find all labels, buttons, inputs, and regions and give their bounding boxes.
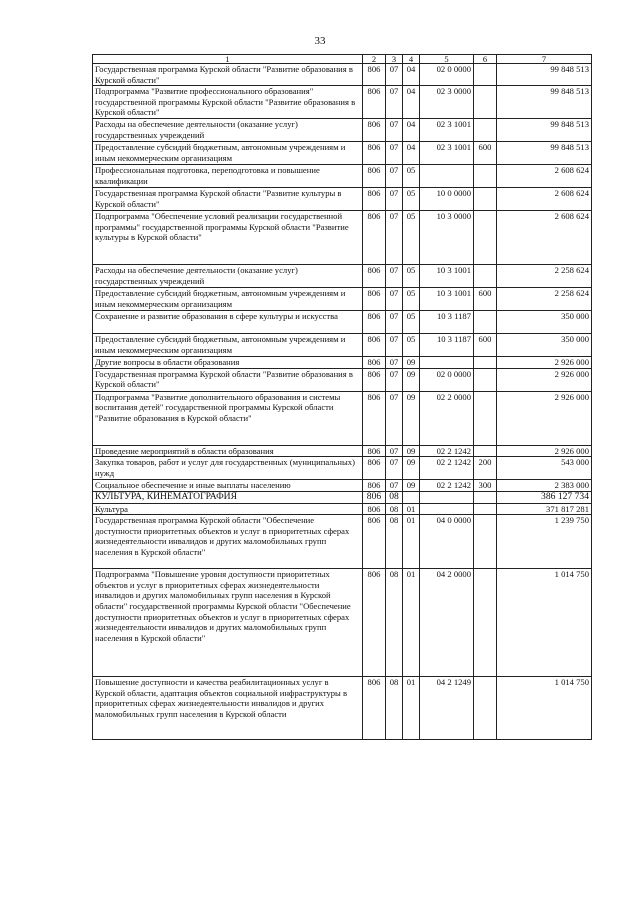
subsection-code: 09 <box>403 368 420 391</box>
admin-code: 806 <box>363 457 386 480</box>
column-header: 4 <box>403 55 420 64</box>
page-number: 33 <box>314 35 326 47</box>
subsection-code: 04 <box>403 64 420 86</box>
section-code: 07 <box>386 265 403 288</box>
admin-code: 806 <box>363 86 386 119</box>
table-row <box>93 142 592 165</box>
amount: 2 926 000 <box>497 368 592 391</box>
admin-code: 806 <box>363 265 386 288</box>
target-article-code: 02 0 0000 <box>420 64 474 86</box>
table-row <box>93 368 592 391</box>
subsection-code: 09 <box>403 480 420 492</box>
expense-type-code <box>474 86 497 119</box>
row-name: Государственная программа Курской области "Обеспечение доступности приоритетных объектов и услуг в приоритетных сферах жизнедеятельности инвалидов и других маломобильных групп населения в Курской области" <box>93 515 363 569</box>
target-article-code: 02 2 0000 <box>420 391 474 445</box>
row-name: Закупка товаров, работ и услуг для государственных (муниципальных) нужд <box>93 457 363 480</box>
row-name: Подпрограмма "Обеспечение условий реализации государственной программы" государственной программы Курской области "Развитие культуры в Курской области" <box>93 211 363 265</box>
amount: 543 000 <box>497 457 592 480</box>
subsection-code: 05 <box>403 211 420 265</box>
expense-type-code <box>474 368 497 391</box>
target-article-code: 10 3 0000 <box>420 211 474 265</box>
row-name: Профессиональная подготовка, переподготовка и повышение квалификации <box>93 165 363 188</box>
section-code: 07 <box>386 64 403 86</box>
row-name: Подпрограмма "Развитие профессионального образования" государственной программы Курской области "Развитие образования в Курской области" <box>93 86 363 119</box>
expense-type-code <box>474 188 497 211</box>
target-article-code: 10 0 0000 <box>420 188 474 211</box>
expense-type-code <box>474 265 497 288</box>
section-code: 07 <box>386 165 403 188</box>
target-article-code: 04 2 1249 <box>420 677 474 740</box>
amount: 2 926 000 <box>497 445 592 457</box>
target-article-code <box>420 357 474 369</box>
expense-type-code <box>474 391 497 445</box>
column-header: 6 <box>474 55 497 64</box>
expense-type-code <box>474 165 497 188</box>
admin-code: 806 <box>363 569 386 677</box>
expense-type-code <box>474 491 497 503</box>
admin-code: 806 <box>363 211 386 265</box>
target-article-code: 10 3 1001 <box>420 288 474 311</box>
target-article-code: 10 3 1187 <box>420 334 474 357</box>
amount: 99 848 513 <box>497 142 592 165</box>
table-row <box>93 357 592 369</box>
amount: 1 014 750 <box>497 677 592 740</box>
row-name: Культура <box>93 503 363 515</box>
subsection-code: 05 <box>403 288 420 311</box>
expense-type-code <box>474 64 497 86</box>
section-code: 07 <box>386 86 403 119</box>
amount: 1 239 750 <box>497 515 592 569</box>
row-name: Подпрограмма "Повышение уровня доступности приоритетных объектов и услуг в приоритетных сферах жизнедеятельности инвалидов и других маломобильных групп населения в Курской области" государственной программы Курской области "Обеспечение доступности приоритетных объектов и услуг в приоритетных сферах жизнедеятельности инвалидов и других маломобильных групп населения в Курской области" <box>93 569 363 677</box>
target-article-code <box>420 491 474 503</box>
section-code: 08 <box>386 569 403 677</box>
amount: 371 817 281 <box>497 503 592 515</box>
column-header: 5 <box>420 55 474 64</box>
subsection-code <box>403 491 420 503</box>
section-code: 08 <box>386 677 403 740</box>
expense-type-code <box>474 119 497 142</box>
expense-type-code: 600 <box>474 334 497 357</box>
column-header: 1 <box>93 55 363 64</box>
row-name: Расходы на обеспечение деятельности (оказание услуг) государственных учреждений <box>93 119 363 142</box>
section-code: 07 <box>386 445 403 457</box>
subsection-code: 09 <box>403 391 420 445</box>
row-name: Сохранение и развитие образования в сфере культуры и искусства <box>93 311 363 334</box>
subsection-code: 01 <box>403 515 420 569</box>
admin-code: 806 <box>363 334 386 357</box>
section-code: 08 <box>386 515 403 569</box>
row-name: Государственная программа Курской области "Развитие образования в Курской области" <box>93 368 363 391</box>
amount: 2 608 624 <box>497 165 592 188</box>
table-row <box>93 86 592 119</box>
amount: 2 258 624 <box>497 265 592 288</box>
table-row <box>93 64 592 86</box>
section-code: 07 <box>386 357 403 369</box>
amount: 350 000 <box>497 334 592 357</box>
subsection-code: 04 <box>403 142 420 165</box>
section-code: 08 <box>386 491 403 503</box>
admin-code: 806 <box>363 311 386 334</box>
amount: 2 926 000 <box>497 391 592 445</box>
section-code: 07 <box>386 188 403 211</box>
section-code: 07 <box>386 288 403 311</box>
table-row <box>93 391 592 445</box>
table-row <box>93 334 592 357</box>
subsection-code: 05 <box>403 334 420 357</box>
target-article-code: 02 2 1242 <box>420 480 474 492</box>
admin-code: 806 <box>363 64 386 86</box>
amount: 2 926 000 <box>497 357 592 369</box>
row-name: Предоставление субсидий бюджетным, автономным учреждениям и иным некоммерческим организациям <box>93 142 363 165</box>
subsection-code: 01 <box>403 503 420 515</box>
target-article-code: 10 3 1187 <box>420 311 474 334</box>
row-name: Государственная программа Курской области "Развитие образования в Курской области" <box>93 64 363 86</box>
table-row <box>93 288 592 311</box>
subsection-code: 05 <box>403 311 420 334</box>
subsection-code: 01 <box>403 677 420 740</box>
expense-type-code <box>474 677 497 740</box>
expense-type-code: 300 <box>474 480 497 492</box>
column-header: 3 <box>386 55 403 64</box>
target-article-code: 02 3 1001 <box>420 142 474 165</box>
amount: 2 383 000 <box>497 480 592 492</box>
amount: 99 848 513 <box>497 119 592 142</box>
table-row <box>93 677 592 740</box>
admin-code: 806 <box>363 445 386 457</box>
admin-code: 806 <box>363 515 386 569</box>
target-article-code: 04 0 0000 <box>420 515 474 569</box>
table-row <box>93 119 592 142</box>
table-row <box>93 165 592 188</box>
admin-code: 806 <box>363 188 386 211</box>
table-row <box>93 445 592 457</box>
target-article-code <box>420 503 474 515</box>
row-name: Предоставление субсидий бюджетным, автономным учреждениям и иным некоммерческим организациям <box>93 334 363 357</box>
section-code: 07 <box>386 334 403 357</box>
admin-code: 806 <box>363 142 386 165</box>
section-code: 07 <box>386 211 403 265</box>
table-row <box>93 480 592 492</box>
subsection-code: 04 <box>403 119 420 142</box>
admin-code: 806 <box>363 368 386 391</box>
table-row <box>93 515 592 569</box>
target-article-code: 02 3 0000 <box>420 86 474 119</box>
table-row <box>93 188 592 211</box>
amount: 99 848 513 <box>497 86 592 119</box>
expense-type-code <box>474 515 497 569</box>
expense-type-code <box>474 311 497 334</box>
admin-code: 806 <box>363 165 386 188</box>
table-row <box>93 457 592 480</box>
section-code: 08 <box>386 503 403 515</box>
budget-table <box>92 54 592 740</box>
target-article-code: 02 2 1242 <box>420 445 474 457</box>
subsection-code: 05 <box>403 165 420 188</box>
subsection-code: 09 <box>403 457 420 480</box>
admin-code: 806 <box>363 288 386 311</box>
table-row <box>93 311 592 334</box>
row-name: Предоставление субсидий бюджетным, автономным учреждениям и иным некоммерческим организациям <box>93 288 363 311</box>
amount: 2 608 624 <box>497 211 592 265</box>
row-name: Другие вопросы в области образования <box>93 357 363 369</box>
subsection-code: 01 <box>403 569 420 677</box>
admin-code: 806 <box>363 391 386 445</box>
expense-type-code <box>474 357 497 369</box>
target-article-code: 02 0 0000 <box>420 368 474 391</box>
subsection-code: 05 <box>403 265 420 288</box>
row-name: Социальное обеспечение и иные выплаты населению <box>93 480 363 492</box>
target-article-code <box>420 165 474 188</box>
expense-type-code <box>474 211 497 265</box>
section-code: 07 <box>386 311 403 334</box>
amount: 99 848 513 <box>497 64 592 86</box>
subsection-code: 09 <box>403 357 420 369</box>
target-article-code: 02 2 1242 <box>420 457 474 480</box>
admin-code: 806 <box>363 357 386 369</box>
section-code: 07 <box>386 142 403 165</box>
expense-type-code <box>474 503 497 515</box>
target-article-code: 04 2 0000 <box>420 569 474 677</box>
table-row <box>93 491 592 503</box>
subsection-code: 09 <box>403 445 420 457</box>
expense-type-code: 600 <box>474 142 497 165</box>
expense-type-code <box>474 569 497 677</box>
section-code: 07 <box>386 119 403 142</box>
admin-code: 806 <box>363 677 386 740</box>
row-name: Повышение доступности и качества реабилитационных услуг в Курской области, адаптация объектов социальной инфраструктуры в приоритетных сферах жизнедеятельности инвалидов и других маломобильных групп населения в Курской области <box>93 677 363 740</box>
target-article-code: 02 3 1001 <box>420 119 474 142</box>
table-row <box>93 265 592 288</box>
row-name: Государственная программа Курской области "Развитие культуры в Курской области" <box>93 188 363 211</box>
expense-type-code: 600 <box>474 288 497 311</box>
row-name: Проведение мероприятий в области образования <box>93 445 363 457</box>
admin-code: 806 <box>363 503 386 515</box>
table-row <box>93 569 592 677</box>
expense-type-code <box>474 445 497 457</box>
table-row <box>93 211 592 265</box>
table-header-row <box>93 55 592 64</box>
row-name: Расходы на обеспечение деятельности (оказание услуг) государственных учреждений <box>93 265 363 288</box>
table-row <box>93 503 592 515</box>
row-name: КУЛЬТУРА, КИНЕМАТОГРАФИЯ <box>93 491 363 503</box>
column-header: 7 <box>497 55 592 64</box>
column-header: 2 <box>363 55 386 64</box>
admin-code: 806 <box>363 480 386 492</box>
admin-code: 806 <box>363 491 386 503</box>
amount: 350 000 <box>497 311 592 334</box>
section-code: 07 <box>386 391 403 445</box>
section-code: 07 <box>386 368 403 391</box>
section-code: 07 <box>386 480 403 492</box>
amount: 2 258 624 <box>497 288 592 311</box>
admin-code: 806 <box>363 119 386 142</box>
subsection-code: 04 <box>403 86 420 119</box>
expense-type-code: 200 <box>474 457 497 480</box>
amount: 386 127 734 <box>497 491 592 503</box>
section-code: 07 <box>386 457 403 480</box>
target-article-code: 10 3 1001 <box>420 265 474 288</box>
amount: 1 014 750 <box>497 569 592 677</box>
amount: 2 608 624 <box>497 188 592 211</box>
subsection-code: 05 <box>403 188 420 211</box>
row-name: Подпрограмма "Развитие дополнительного образования и системы воспитания детей" государственной программы Курской области "Развитие образования в Курской области" <box>93 391 363 445</box>
